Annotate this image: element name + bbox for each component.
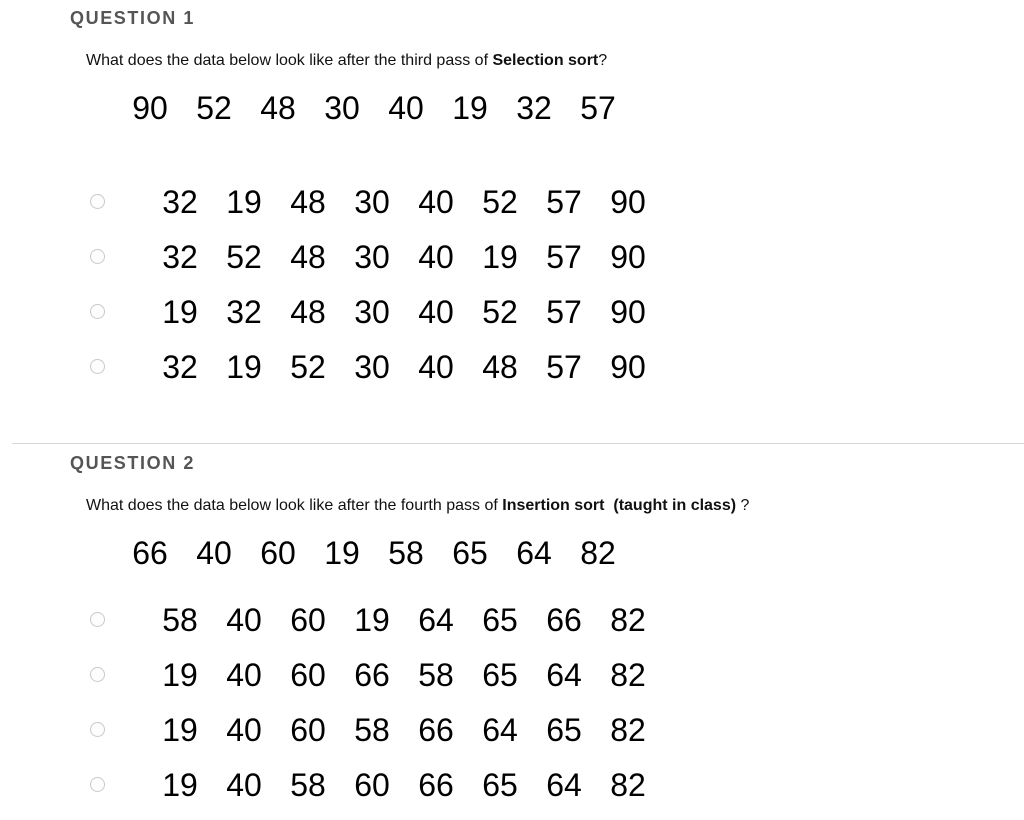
option-values [148,765,660,805]
option-value: 82 [610,656,646,693]
question-prompt [86,497,749,515]
radio-button[interactable] [90,304,105,319]
data-value: 82 [580,535,616,571]
option-value: 19 [354,601,390,638]
option-values [148,347,660,387]
option-value: 30 [354,348,390,385]
option-value: 52 [482,183,518,220]
option-value: 60 [290,656,326,693]
radio-button[interactable] [90,612,105,627]
prompt-suffix: ? [740,497,750,514]
option-value: 48 [290,293,326,330]
option-value: 19 [226,348,262,385]
option-value: 58 [162,601,198,638]
answer-option-1[interactable] [0,592,700,647]
option-value: 19 [162,766,198,803]
data-value: 64 [516,535,552,571]
data-value: 19 [452,90,488,126]
option-value: 40 [418,293,454,330]
option-value: 52 [290,348,326,385]
option-value: 64 [418,601,454,638]
option-value: 30 [354,183,390,220]
answer-option-3[interactable] [0,702,700,757]
radio-button[interactable] [90,194,105,209]
option-value: 48 [290,183,326,220]
data-value: 66 [132,535,168,571]
data-value: 19 [324,535,360,571]
option-value: 52 [226,238,262,275]
option-values [148,600,660,640]
data-value: 40 [196,535,232,571]
option-value: 64 [546,656,582,693]
data-value: 30 [324,90,360,126]
question-prompt [86,52,607,70]
option-value: 32 [162,348,198,385]
option-value: 30 [354,238,390,275]
prompt-qualifier: (taught in class) [613,497,737,514]
option-value: 48 [290,238,326,275]
option-value: 58 [290,766,326,803]
option-values [148,182,660,222]
option-value: 40 [226,766,262,803]
answer-option-4[interactable] [0,339,700,394]
option-values [148,237,660,277]
option-value: 57 [546,293,582,330]
question-header: QUESTION 1 [70,8,196,28]
option-value: 90 [610,183,646,220]
data-value: 57 [580,90,616,126]
option-values [148,292,660,332]
radio-button[interactable] [90,722,105,737]
option-value: 64 [482,711,518,748]
option-value: 58 [418,656,454,693]
data-value: 48 [260,90,296,126]
option-value: 82 [610,711,646,748]
radio-button[interactable] [90,249,105,264]
option-value: 48 [482,348,518,385]
option-value: 65 [482,766,518,803]
option-value: 19 [162,711,198,748]
question-divider [12,443,1024,444]
option-value: 57 [546,183,582,220]
answer-option-4[interactable] [0,757,700,812]
option-value: 60 [290,601,326,638]
option-value: 52 [482,293,518,330]
option-value: 19 [162,656,198,693]
data-value: 65 [452,535,488,571]
data-value: 60 [260,535,296,571]
option-value: 40 [226,656,262,693]
option-value: 64 [546,766,582,803]
option-value: 66 [546,601,582,638]
option-value: 65 [482,601,518,638]
option-value: 60 [290,711,326,748]
radio-button[interactable] [90,777,105,792]
option-value: 58 [354,711,390,748]
answer-option-2[interactable] [0,647,700,702]
option-value: 82 [610,766,646,803]
option-value: 57 [546,238,582,275]
option-value: 19 [162,293,198,330]
option-value: 90 [610,348,646,385]
option-value: 40 [418,238,454,275]
option-value: 19 [482,238,518,275]
option-value: 32 [162,183,198,220]
option-value: 90 [610,293,646,330]
option-value: 32 [162,238,198,275]
option-value: 65 [482,656,518,693]
option-value: 40 [418,348,454,385]
radio-button[interactable] [90,359,105,374]
option-value: 40 [226,601,262,638]
prompt-algorithm: Selection sort [492,52,599,69]
option-values [148,710,660,750]
option-value: 66 [354,656,390,693]
data-value: 32 [516,90,552,126]
input-data-row [118,533,630,573]
prompt-suffix: ? [598,52,608,69]
answer-option-3[interactable] [0,284,700,339]
input-data-row [118,88,630,128]
data-value: 90 [132,90,168,126]
question-2 [0,445,1024,820]
radio-button[interactable] [90,667,105,682]
option-value: 40 [418,183,454,220]
option-value: 57 [546,348,582,385]
option-value: 90 [610,238,646,275]
data-value: 52 [196,90,232,126]
question-header: QUESTION 2 [70,453,196,473]
prompt-prefix: What does the data below look like after the fourth pass of [86,497,503,514]
option-value: 60 [354,766,390,803]
prompt-prefix: What does the data below look like after the third pass of [86,52,493,69]
option-value: 40 [226,711,262,748]
answer-option-2[interactable] [0,229,700,284]
answer-option-1[interactable] [0,174,700,229]
prompt-algorithm: Insertion sort [502,497,605,514]
option-value: 19 [226,183,262,220]
option-values [148,655,660,695]
option-value: 30 [354,293,390,330]
data-value: 40 [388,90,424,126]
option-value: 66 [418,711,454,748]
option-value: 32 [226,293,262,330]
option-value: 82 [610,601,646,638]
option-value: 65 [546,711,582,748]
option-value: 66 [418,766,454,803]
data-value: 58 [388,535,424,571]
